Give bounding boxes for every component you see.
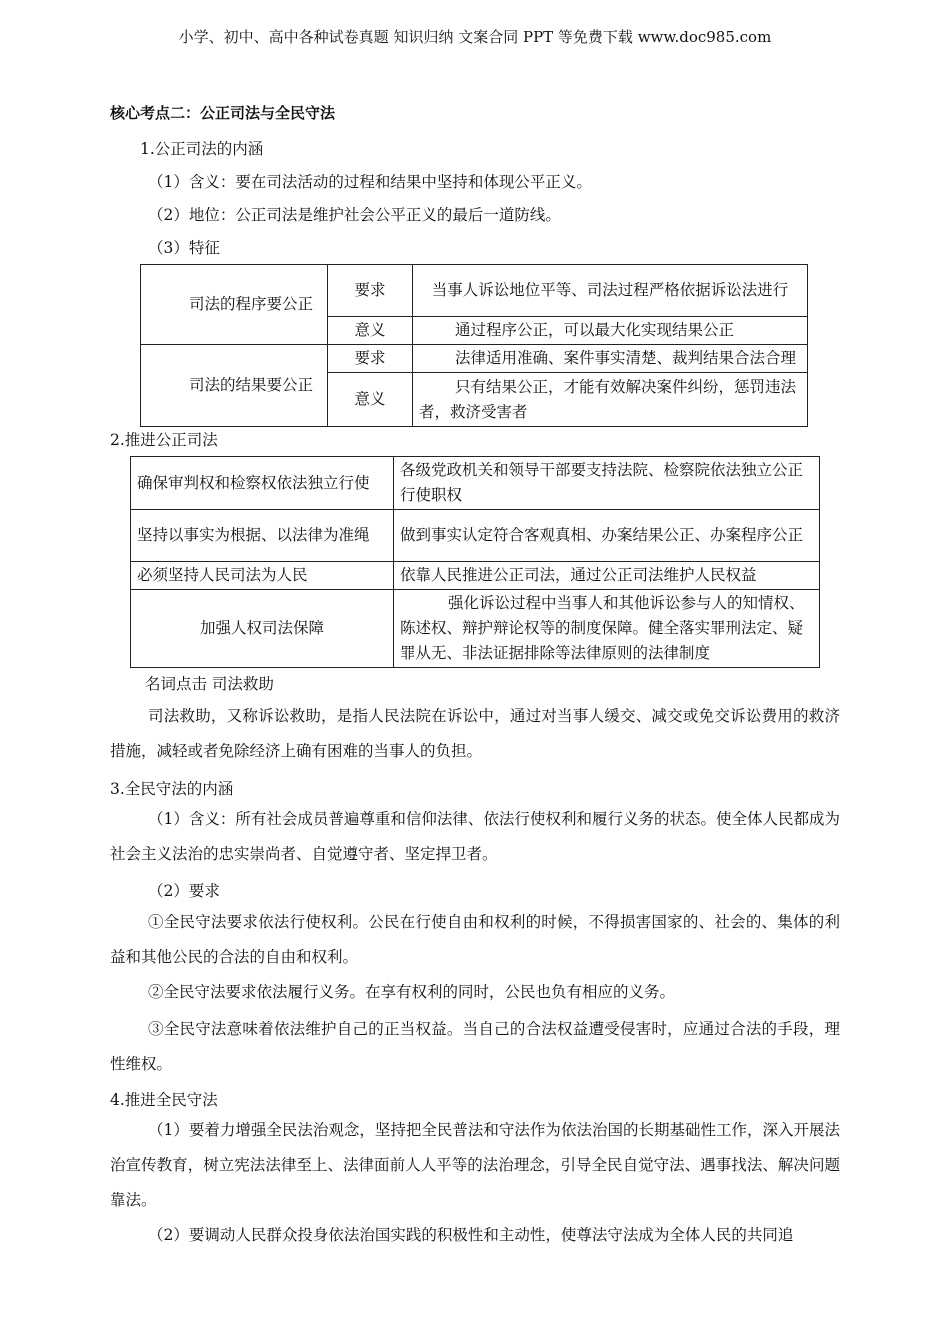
table-cell-group: 司法的程序要公正 — [141, 265, 328, 345]
term-label: 名词点击 司法救助 — [145, 675, 274, 693]
table-cell-group: 司法的结果要公正 — [141, 345, 328, 427]
features-table — [140, 264, 808, 427]
paragraph-status: （2）地位：公正司法是维护社会公平正义的最后一道防线。 — [148, 206, 561, 224]
table-cell-text: 法律适用准确、案件事实清楚、裁判结果合法合理 — [413, 345, 808, 373]
paragraph-requirement-3: ③全民守法意味着依法维护自己的正当权益。当自己的合法权益遭受侵害时，应通过合法的手段，理性维权。 — [110, 1020, 840, 1073]
table-cell-type: 要求 — [328, 265, 413, 317]
paragraph-promote-1: （1）要着力增强全民法治观念，坚持把全民普法和守法作为依法治国的长期基础性工作，深入开展法治宣传教育，树立宪法法律至上、法律面前人人平等的法治理念，引导全民自觉守法、遇事找法、解决问题靠法。 — [110, 1121, 840, 1209]
paragraph-requirement-1: ①全民守法要求依法行使权利。公民在行使自由和权利的时候，不得损害国家的、社会的、集体的利益和其他公民的合法的自由和权利。 — [110, 913, 840, 966]
table-cell-value: 强化诉讼过程中当事人和其他诉讼参与人的知情权、陈述权、辩护辩论权等的制度保障。健全落实罪刑法定、疑罪从无、非法证据排除等法律原则的法律制度 — [394, 590, 820, 668]
paragraph-requirement-2: ②全民守法要求依法履行义务。在享有权利的同时，公民也负有相应的义务。 — [148, 983, 676, 1001]
paragraph-law-meaning: （1）含义：所有社会成员普遍尊重和信仰法律、依法行使权利和履行义务的状态。使全体人民都成为社会主义法治的忠实崇尚者、自觉遵守者、坚定捍卫者。 — [110, 810, 840, 863]
section-title: 核心考点二：公正司法与全民守法 — [110, 104, 336, 122]
paragraph-features: （3）特征 — [148, 239, 220, 257]
heading-2: 2.推进公正司法 — [110, 431, 218, 449]
table-cell-type: 意义 — [328, 373, 413, 427]
table-cell-value: 做到事实认定符合客观真相、办案结果公正、办案程序公正 — [394, 510, 820, 562]
table-cell-text: 当事人诉讼地位平等、司法过程严格依据诉讼法进行 — [413, 265, 808, 317]
table-cell-value: 各级党政机关和领导干部要支持法院、检察院依法独立公正行使职权 — [394, 457, 820, 510]
paragraph-meaning: （1）含义：要在司法活动的过程和结果中坚持和体现公平正义。 — [148, 173, 592, 191]
page-header: 小学、初中、高中各种试卷真题 知识归纳 文案合同 PPT 等免费下载 www.doc985.com — [178, 28, 772, 46]
heading-3: 3.全民守法的内涵 — [110, 780, 234, 798]
table-cell-key: 坚持以事实为根据、以法律为准绳 — [131, 510, 394, 562]
table-cell-key: 必须坚持人民司法为人民 — [131, 562, 394, 590]
table-cell-type: 要求 — [328, 345, 413, 373]
table-cell-key: 确保审判权和检察权依法独立行使 — [131, 457, 394, 510]
table-cell-type: 意义 — [328, 317, 413, 345]
table-cell-text: 只有结果公正，才能有效解决案件纠纷，惩罚违法者，救济受害者 — [413, 373, 808, 427]
paragraph-requirements: （2）要求 — [148, 882, 220, 900]
heading-1: 1.公正司法的内涵 — [140, 140, 264, 158]
term-definition: 司法救助，又称诉讼救助，是指人民法院在诉讼中，通过对当事人缓交、减交或免交诉讼费用的救济措施，减轻或者免除经济上确有困难的当事人的负担。 — [110, 707, 840, 760]
table-cell-value: 依靠人民推进公正司法，通过公正司法维护人民权益 — [394, 562, 820, 590]
table-cell-text: 通过程序公正，可以最大化实现结果公正 — [413, 317, 808, 345]
paragraph-promote-2: （2）要调动人民群众投身依法治国实践的积极性和主动性，使尊法守法成为全体人民的共同追 — [148, 1226, 794, 1244]
heading-4: 4.推进全民守法 — [110, 1091, 218, 1109]
judicial-measures-table — [130, 456, 820, 668]
table-cell-key: 加强人权司法保障 — [131, 590, 394, 668]
